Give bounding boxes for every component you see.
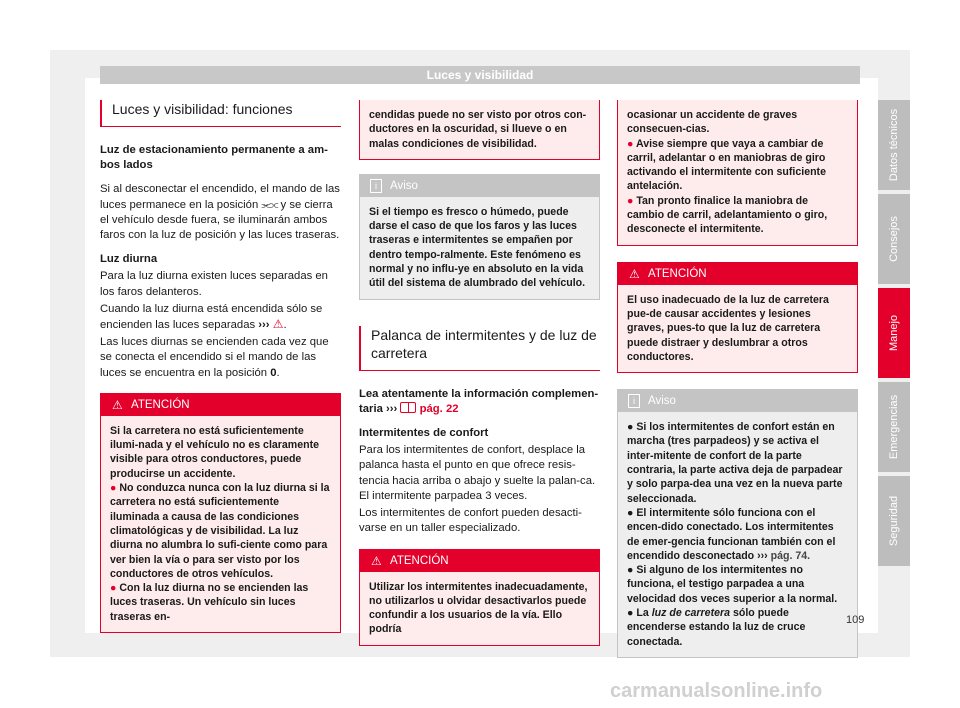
info-icon: i: [370, 179, 382, 193]
tab-consejos[interactable]: Consejos: [878, 194, 910, 284]
warning-bullet: ● Avise siempre que vaya a cambiar de carril, adelantar o en maniobras de giro activando el intermitente con suficiente antelación.: [627, 137, 826, 193]
bullet-dot-icon: ●: [110, 482, 117, 495]
paragraph-comfort-2: Los intermitentes de confort pueden desacti-varse en un taller especializado.: [359, 507, 582, 535]
book-icon: [400, 402, 416, 413]
lead-paragraph: Lea atentamente la información complemen-taria ››› pág. 22: [359, 387, 599, 415]
bullet-dot-icon: ●: [627, 607, 634, 620]
warning-triangle-icon: ⚠: [629, 266, 640, 281]
warning-box-body: Si la carretera no está suficientemente ilumi-nada y el vehículo no es claramente visible para otros conductores, puede producirse un accidente. ● No conduzca nunca con la luz diurna si la carretera no está suficientemente iluminada a causa de las condiciones climatológicas y de visibilidad. La luz diurna no alumbra lo sufi-ciente como para ver bien la vía o para ser visto por los conductores de otros vehículos. ● Con la luz diurna no se encienden las luces traseras. Un vehículo sin luces traseras en-: [110, 424, 330, 623]
tab-seguridad[interactable]: Seguridad: [878, 476, 910, 566]
column-1: [100, 100, 341, 643]
section-heading: Palanca de intermitentes y de luz de carretera: [359, 326, 600, 371]
note-bullet: ● El intermitente sólo funciona con el encen-dido conectado. Los intermitentes de emer-gencia funcionan también con el encendido desconectado ››› pág. 74.: [627, 506, 836, 562]
warning-bullet: ● Con la luz diurna no se encienden las luces traseras. Un vehículo sin luces traseras en-: [110, 582, 309, 623]
page-reference-link[interactable]: pág. 74.: [770, 549, 811, 562]
chapter-tabs: [878, 100, 910, 570]
warning-bullet: ● Tan pronto finalice la maniobra de cambio de carril, adelantamiento o giro, desconecte el intermitente.: [627, 194, 828, 236]
section-heading: Luces y visibilidad: funciones: [100, 100, 341, 127]
tab-manejo[interactable]: Manejo: [878, 288, 910, 378]
bullet-dot-icon: ●: [627, 564, 634, 577]
warning-box-continued: cendidas puede no ser visto por otros con-ductores en la oscuridad, si llueve o en malas condiciones de visibilidad.: [359, 100, 600, 160]
paragraph-daytime-3: Las luces diurnas se encienden cada vez que se conecta el encendido si el mando de las luces se encuentra en la posición 0.: [100, 336, 329, 379]
subheading-parking-light: Luz de estacionamiento permanente a am- bos lados: [100, 144, 328, 172]
paragraph-parking-light: Si al desconectar el encendido, el mando de las luces permanece en la posición ⫘⫗ y se cierra el vehículo desde fuera, se iluminarán ambos faros con la luz de posición y las luces traseras.: [100, 183, 340, 242]
page-reference-link[interactable]: pág. 22: [419, 402, 459, 415]
note-box-fog: i Aviso Si el tiempo es fresco o húmedo, puede darse el caso de que los faros y las luces traseras e intermitentes se empañen por dentro tempo-ralmente. Este fenómeno es normal y no influ-ye en absoluto en la vida útil del sistema de alumbrado del vehículo.: [359, 174, 600, 300]
warning-triangle-icon: ⚠: [371, 553, 382, 568]
warning-box-header: ⚠ ATENCIÓN: [101, 394, 340, 416]
bullet-dot-icon: ●: [627, 506, 634, 519]
note-box-header: i Aviso: [618, 390, 857, 412]
chapter-header: Luces y visibilidad: [100, 66, 860, 84]
reference-arrows[interactable]: ›››: [258, 319, 270, 332]
bullet-dot-icon: ●: [110, 582, 117, 595]
warning-box-continued: ocasionar un accidente de graves consecuen-cias. ● Avise siempre que vaya a cambiar de carril, adelantar o en maniobras de giro activando el intermitente con suficiente antelación. ● Tan pronto finalice la maniobra de cambio de carril, adelantamiento o giro, desconecte el intermitente.: [617, 100, 858, 246]
warning-box-header: ⚠ ATENCIÓN: [618, 263, 857, 285]
info-icon: i: [628, 394, 640, 408]
bullet-dot-icon: ●: [627, 421, 634, 434]
column-3: [617, 100, 858, 668]
note-bullet: ● La luz de carretera sólo puede encenderse estando la luz de cruce conectada.: [627, 607, 806, 648]
paragraph-comfort-1: Para los intermitentes de confort, desplace la palanca hasta el punto en que ofrece resis-tencia hacia arriba o abajo y suelte la palan-ca. El intermitente parpadea 3 veces.: [359, 444, 596, 502]
warning-box-header: ⚠ ATENCIÓN: [360, 550, 599, 572]
warning-box-signals: ⚠ ATENCIÓN Utilizar los intermitentes inadecuadamente, no utilizarlos u olvidar desactivarlos puede confundir a los usuarios de la vía. Ello podría: [359, 549, 600, 646]
tab-datos-tecnicos[interactable]: Datos técnicos: [878, 100, 910, 190]
warning-triangle-icon: ⚠: [112, 397, 123, 412]
parking-light-icon: ⫘⫗: [261, 199, 278, 211]
page-number: 109: [846, 614, 865, 626]
note-bullet: ● Si alguno de los intermitentes no funciona, el testigo parpadea a una velocidad dos veces superior a la normal.: [627, 564, 838, 605]
note-box-signals: [617, 389, 858, 658]
paragraph-daytime-2: Cuando la luz diurna está encendida sólo se encienden las luces separadas ››› ⚠.: [100, 302, 323, 332]
warning-box-high-beam: ⚠ ATENCIÓN El uso inadecuado de la luz de carretera pue-de causar accidentes y lesiones graves, pues-to que la luz de carretera puede distraer y deslumbrar a otros conductores.: [617, 262, 858, 373]
tab-emergencias[interactable]: Emergencias: [878, 382, 910, 472]
subheading-daytime-light: Luz diurna: [100, 253, 158, 266]
warning-triangle-icon[interactable]: ⚠: [272, 317, 284, 332]
note-bullet: ● Si los intermitentes de confort están en marcha (tres parpadeos) y se activa el inter-mitente de confort de la parte contraria, la parte activa deja de parpadear y solo parpa-dea una vez en la nueva parte seleccionada.: [627, 421, 843, 505]
bullet-dot-icon: ●: [627, 137, 634, 150]
subheading-comfort-signals: Intermitentes de confort: [359, 427, 489, 440]
bullet-dot-icon: ●: [627, 194, 634, 207]
watermark: carmanualsonline.info: [610, 680, 823, 702]
column-2: [359, 100, 600, 656]
note-box-header: i Aviso: [360, 175, 599, 197]
warning-box-daytime: [100, 393, 341, 633]
warning-bullet: ● No conduzca nunca con la luz diurna si la carretera no está suficientemente iluminada a causa de las condiciones climatológicas y de visibilidad. La luz diurna no alumbra lo sufi-ciente como para ver bien la vía o para ser visto por los conductores de otros vehículos.: [110, 482, 330, 580]
paragraph-daytime-1: Para la luz diurna existen luces separadas en los faros delanteros.: [100, 270, 328, 298]
